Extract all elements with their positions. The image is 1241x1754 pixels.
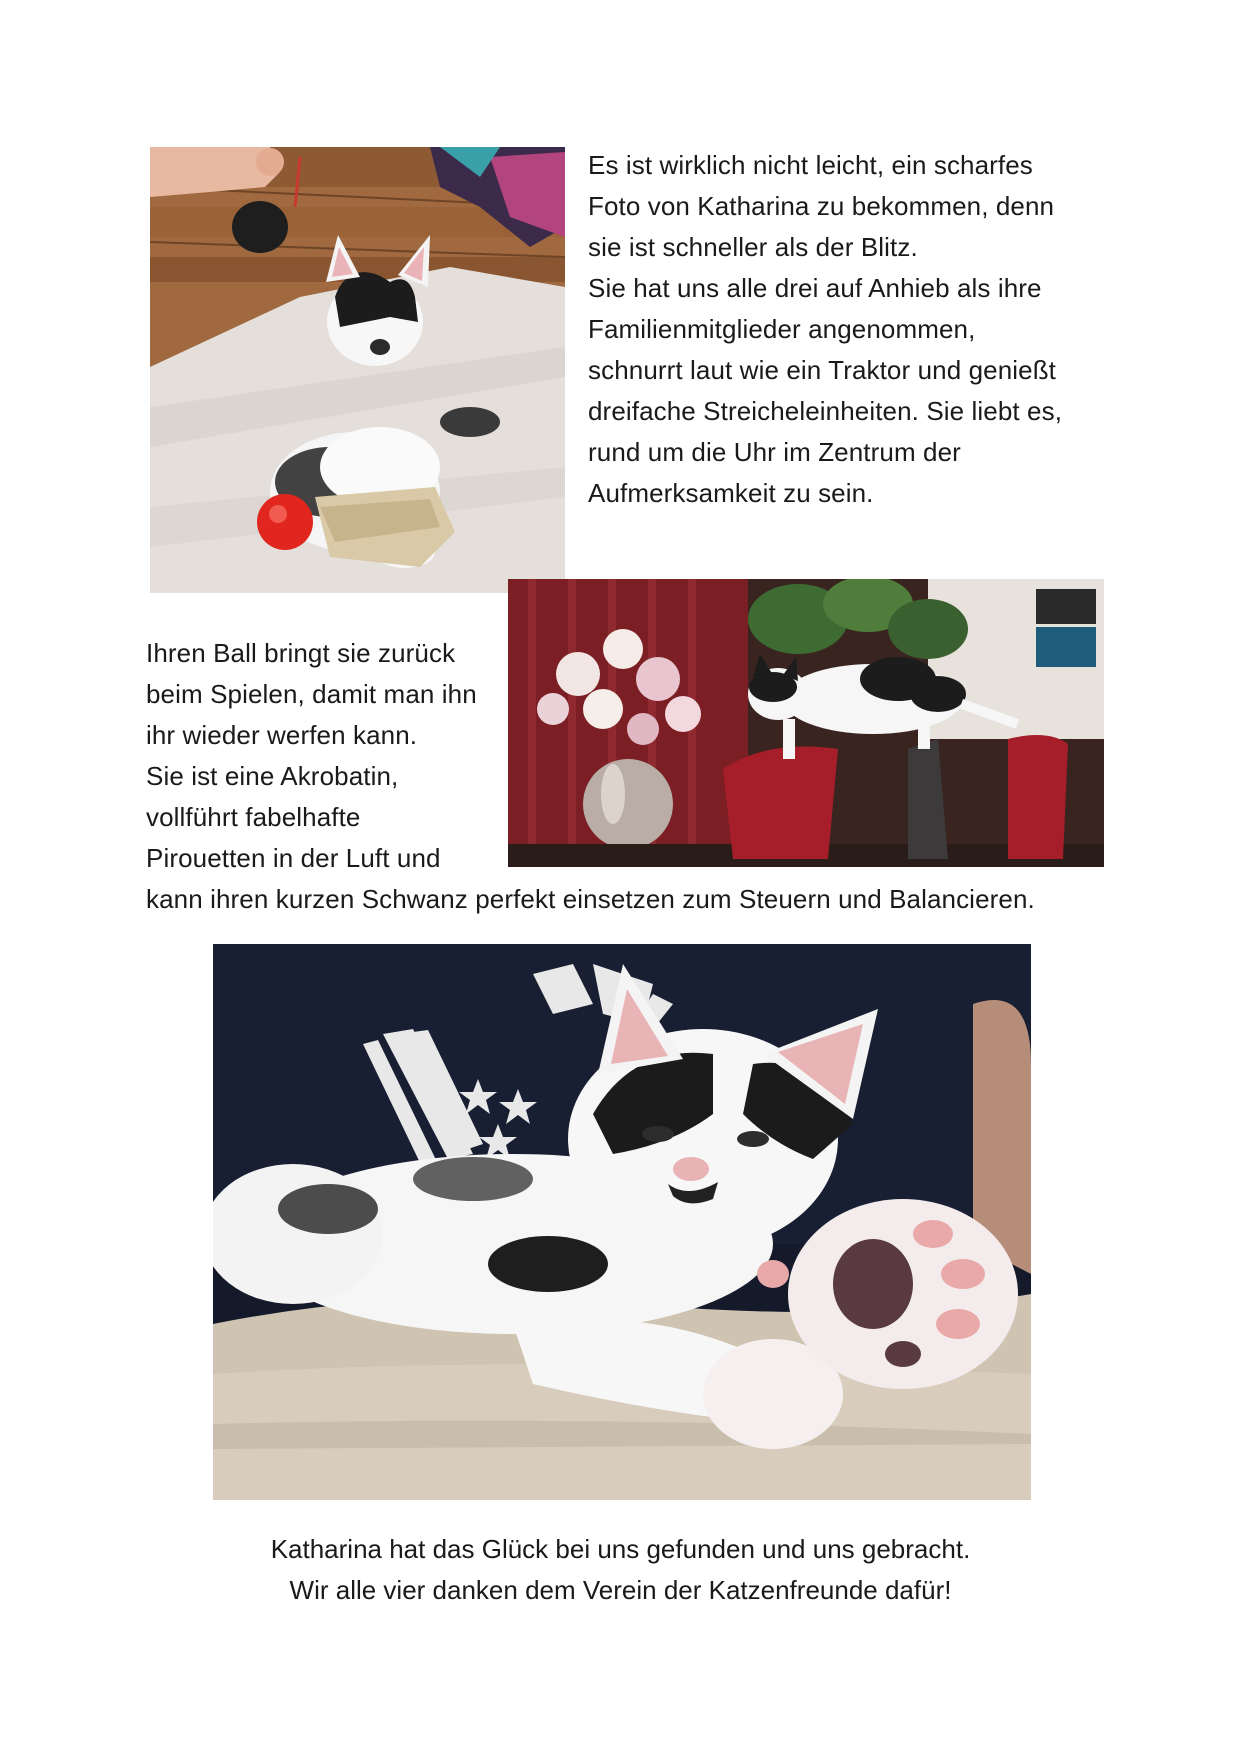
- paragraph-line: Sie hat uns alle drei auf Anhieb als ihre: [588, 273, 1042, 303]
- paragraph-line: sie ist schneller als der Blitz.: [588, 232, 918, 262]
- paragraph-line: schnurrt laut wie ein Traktor und genießt: [588, 355, 1056, 385]
- paragraph-line: dreifache Streicheleinheiten. Sie liebt es,: [588, 396, 1063, 426]
- paragraph-line: kann ihren kurzen Schwanz perfekt einsetzen zum Steuern und Balancieren.: [146, 884, 1035, 914]
- kitten-playing-photo: [150, 147, 565, 593]
- kitten-balancing-photo: [508, 579, 1104, 867]
- paragraph-line: Pirouetten in der Luft und: [146, 843, 441, 873]
- paragraph-line: Ihren Ball bringt sie zurück: [146, 638, 456, 668]
- paragraph-line: Foto von Katharina zu bekommen, denn: [588, 191, 1055, 221]
- closing-line: Katharina hat das Glück bei uns gefunden und uns gebracht.: [270, 1534, 971, 1564]
- paragraph-line: ihr wieder werfen kann.: [146, 720, 418, 750]
- paragraph-line: Sie ist eine Akrobatin,: [146, 761, 399, 791]
- paragraph-line: Es ist wirklich nicht leicht, ein scharfes: [588, 150, 1033, 180]
- kitten-resting-photo: [213, 944, 1031, 1500]
- paragraph-line: rund um die Uhr im Zentrum der: [588, 437, 961, 467]
- paragraph-line: Aufmerksamkeit zu sein.: [588, 478, 874, 508]
- paragraph-line: vollführt fabelhafte: [146, 802, 361, 832]
- closing-line: Wir alle vier danken dem Verein der Katzenfreunde dafür!: [289, 1575, 952, 1605]
- paragraph-line: Familienmitglieder angenommen,: [588, 314, 976, 344]
- paragraph-line: beim Spielen, damit man ihn: [146, 679, 477, 709]
